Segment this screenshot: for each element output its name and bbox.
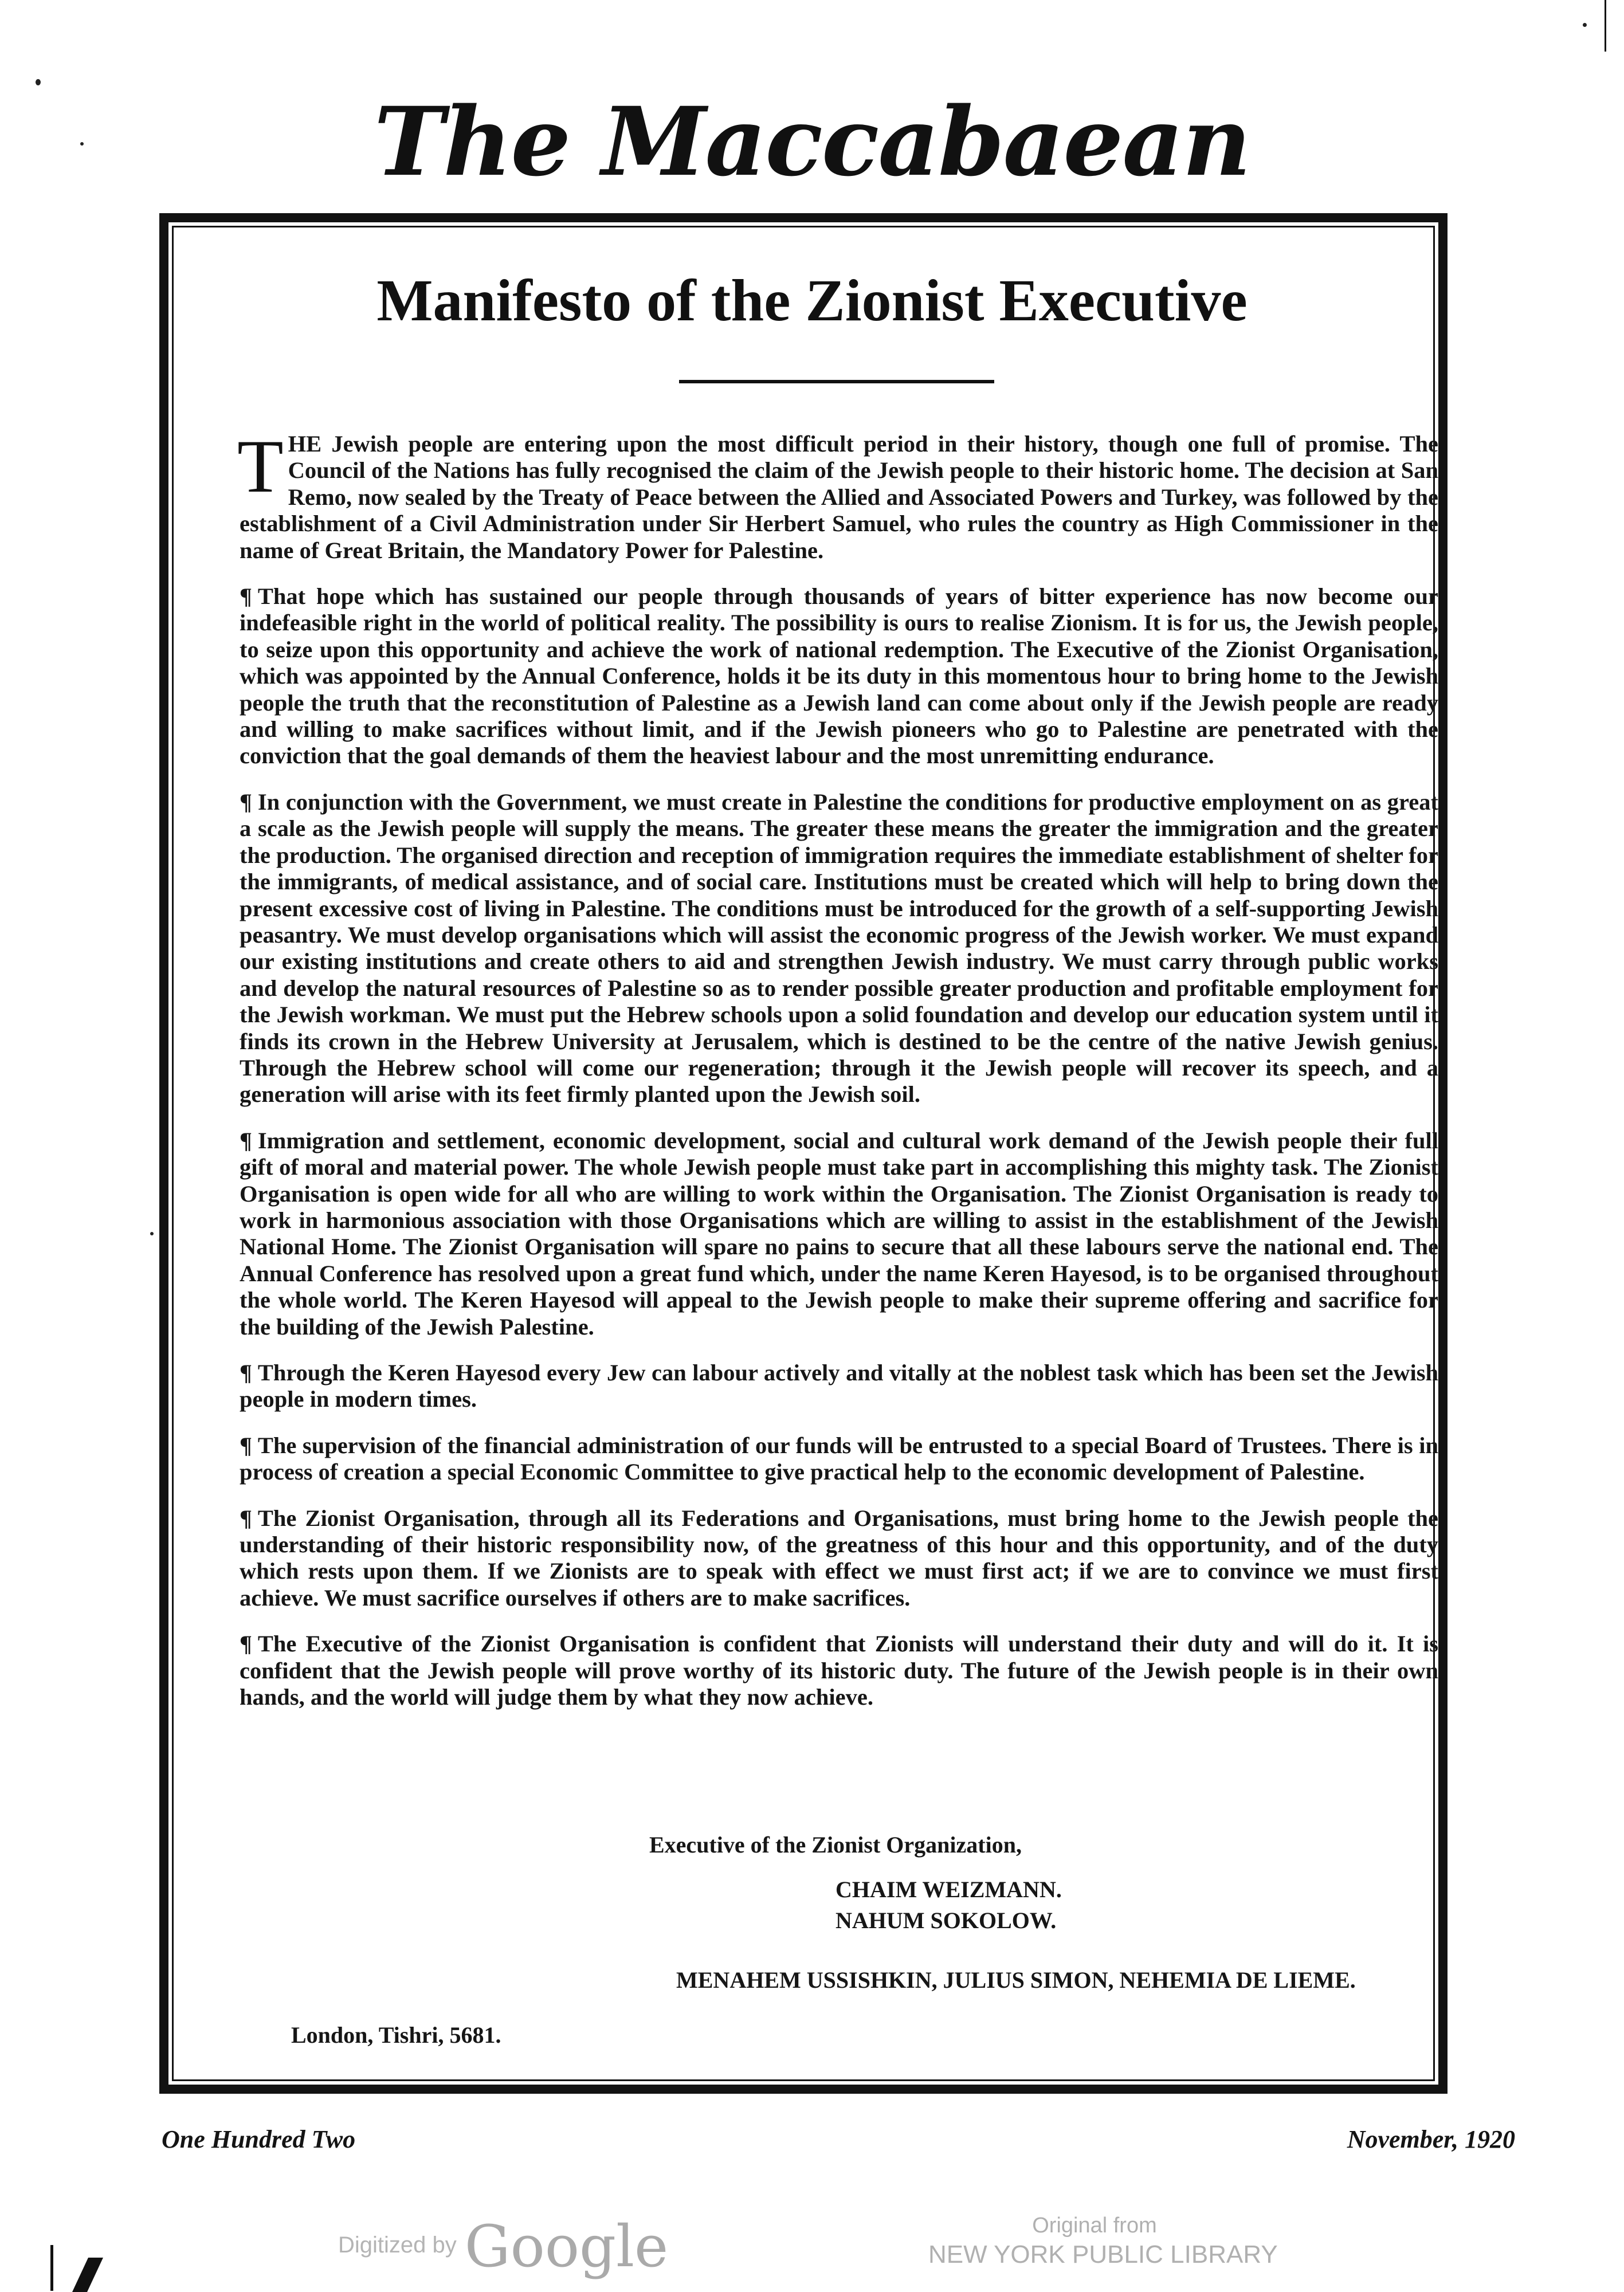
signature-others: MENAHEM USSISHKIN, JULIUS SIMON, NEHEMIA DE LIEME. bbox=[676, 1967, 1356, 1993]
digitized-by-watermark bbox=[338, 2213, 668, 2280]
paragraph-text: The supervision of the financial administration of our funds will be entrusted to a special Board of Trustees. There is in process of creation a special Economic Committee to give practical help to the economic development of Palestine. bbox=[240, 1432, 1438, 1485]
masthead: The Maccabaean bbox=[374, 86, 1250, 197]
paragraph-text: The Zionist Organisation, through all its Federations and Organisations, must bring home to the Jewish people the understanding of their historic responsibility now, of the greatness of this hour and this opportunity, and of the duty which rests upon them. If we Zionists are to speak with effect we must first act; if we are to convince we must first achieve. We must sacrifice ourselves if others are to make sacrifices. bbox=[240, 1505, 1438, 1611]
paragraph-5 bbox=[240, 1360, 1438, 1413]
paragraph-6 bbox=[240, 1432, 1438, 1486]
paragraph-text: In conjunction with the Government, we must create in Palestine the conditions for productive employment on as great a scale as the Jewish people will supply the means. The greater these means the greater the immigration and the greater the production. The organised direction and reception of immigration requires the immediate establishment of shelter for the immigrants, of medical assistance, and of social care. Institutions must be created which will help to bring down the present excessive cost of living in Palestine. The conditions must be introduced for the growth of a self-supporting Jewish peasantry. We must develop organisations which will assist the economic progress of the Jewish worker. We must expand our existing institutions and create others to aid and strengthen Jewish industry. We must carry through public works and develop the natural resources of Palestine so as to render possible greater production and profitable employment for the Jewish workman. We must put the Hebrew schools upon a solid foundation and develop our education system until it finds its crown in the Hebrew University at Jerusalem, which is destined to be the centre of the native Jewish genius. Through the Hebrew school will come our regeneration; through it the Jewish people will recover its speech, and a generation will arise with its feet firmly planted upon the Jewish soil. bbox=[240, 788, 1438, 1108]
pilcrow-icon: ¶ bbox=[240, 583, 252, 610]
signature-weizmann: CHAIM WEIZMANN. bbox=[835, 1877, 1062, 1902]
scan-edge-mark bbox=[72, 2258, 103, 2292]
paragraph-text: Through the Keren Hayesod every Jew can labour actively and vitally at the noblest task which has been set the Jewish people in modern times. bbox=[240, 1360, 1438, 1412]
original-from-watermark bbox=[928, 2212, 1278, 2270]
place-and-date: London, Tishri, 5681. bbox=[291, 2022, 501, 2048]
original-from-label: Original from bbox=[1032, 2213, 1157, 2238]
pilcrow-icon: ¶ bbox=[240, 788, 252, 815]
paragraph-3 bbox=[240, 789, 1438, 1108]
page-number: One Hundred Two bbox=[162, 2125, 356, 2153]
pilcrow-icon: ¶ bbox=[240, 1631, 252, 1657]
title-rule bbox=[679, 380, 994, 383]
paragraph-text: Immigration and settlement, economic development, social and cultural work demand of the Jewish people their full gift of moral and material power. The whole Jewish people must take part in accomplishing this mighty task. The Zionist Organisation is open wide for all who are willing to work within the Organisation. The Zionist Organisation is ready to work in harmonious association with those Organisations which are willing to assist in the establishment of the Jewish National Home. The Zionist Organisation will spare no pains to secure that all these labours serve the national end. The Annual Conference has resolved upon a great fund which, under the name Keren Hayesod, is to be organised throughout the whole world. The Keren Hayesod will appeal to the Jewish people to make their supreme offering and sacrifice for the building of the Jewish Palestine. bbox=[240, 1127, 1438, 1340]
google-logo: Google bbox=[464, 2213, 669, 2280]
scan-edge-mark bbox=[50, 2245, 53, 2291]
drop-cap: T bbox=[237, 424, 284, 508]
paragraph-text: That hope which has sustained our people through thousands of years of bitter experience has now become our indefeasible right in the world of political reality. The possibility is ours to realise Zionism. It is for us, the Jewish people, to seize upon this opportunity and achieve the work of national redemption. The Executive of the Zionist Organisation, which was appointed by the Annual Conference, holds it be its duty in this momentous hour to bring home to the Jewish people the truth that the reconstitution of Palestine as a Jewish land can come about only if the Jewish people are ready and willing to make sacrifices without limit, and if the Jewish pioneers who go to Palestine are penetrated with the conviction that the goal demands of them the heaviest labour and the most unremitting endurance. bbox=[240, 583, 1438, 769]
scan-speck bbox=[80, 142, 84, 146]
issue-date: November, 1920 bbox=[1347, 2125, 1515, 2153]
paragraph-7 bbox=[240, 1505, 1438, 1612]
digitized-by-label: Digitized by bbox=[338, 2232, 457, 2258]
scan-speck bbox=[36, 79, 41, 85]
pilcrow-icon: ¶ bbox=[240, 1360, 252, 1386]
paragraph-1 bbox=[237, 424, 1438, 564]
pilcrow-icon: ¶ bbox=[240, 1127, 252, 1153]
article-body bbox=[237, 424, 1438, 1730]
pilcrow-icon: ¶ bbox=[240, 1505, 252, 1531]
first-paragraph-text: HE Jewish people are entering upon the most difficult period in their history, though one full of promise. The Council of the Nations has fully recognised the claim of the Jewish people to their historic home. The decision at San Remo, now sealed by the Treaty of Peace between the Allied and Associated Powers and Turkey, was followed by the establishment of a Civil Administration under Sir Herbert Samuel, who rules the country as High Commissioner in the name of Great Britain, the Mandatory Power for Palestine. bbox=[240, 431, 1438, 563]
paragraph-2 bbox=[240, 583, 1438, 770]
paragraph-4 bbox=[240, 1128, 1438, 1340]
paragraph-text: The Executive of the Zionist Organisation is confident that Zionists will understand their duty and will do it. It is confident that the Jewish people will prove worthy of its historic duty. The future of the Jewish people is in their own hands, and the world will judge them by what they now achieve. bbox=[240, 1631, 1438, 1710]
scan-edge-mark bbox=[1605, 0, 1606, 52]
paragraph-8 bbox=[240, 1631, 1438, 1710]
signature-sokolow: NAHUM SOKOLOW. bbox=[835, 1908, 1057, 1933]
scan-speck bbox=[1583, 23, 1587, 27]
signature-organization: Executive of the Zionist Organization, bbox=[649, 1832, 1022, 1858]
article-title: Manifesto of the Zionist Executive bbox=[376, 268, 1248, 333]
scan-speck bbox=[150, 1232, 154, 1235]
pilcrow-icon: ¶ bbox=[240, 1432, 252, 1458]
library-name: NEW YORK PUBLIC LIBRARY bbox=[928, 2240, 1278, 2269]
